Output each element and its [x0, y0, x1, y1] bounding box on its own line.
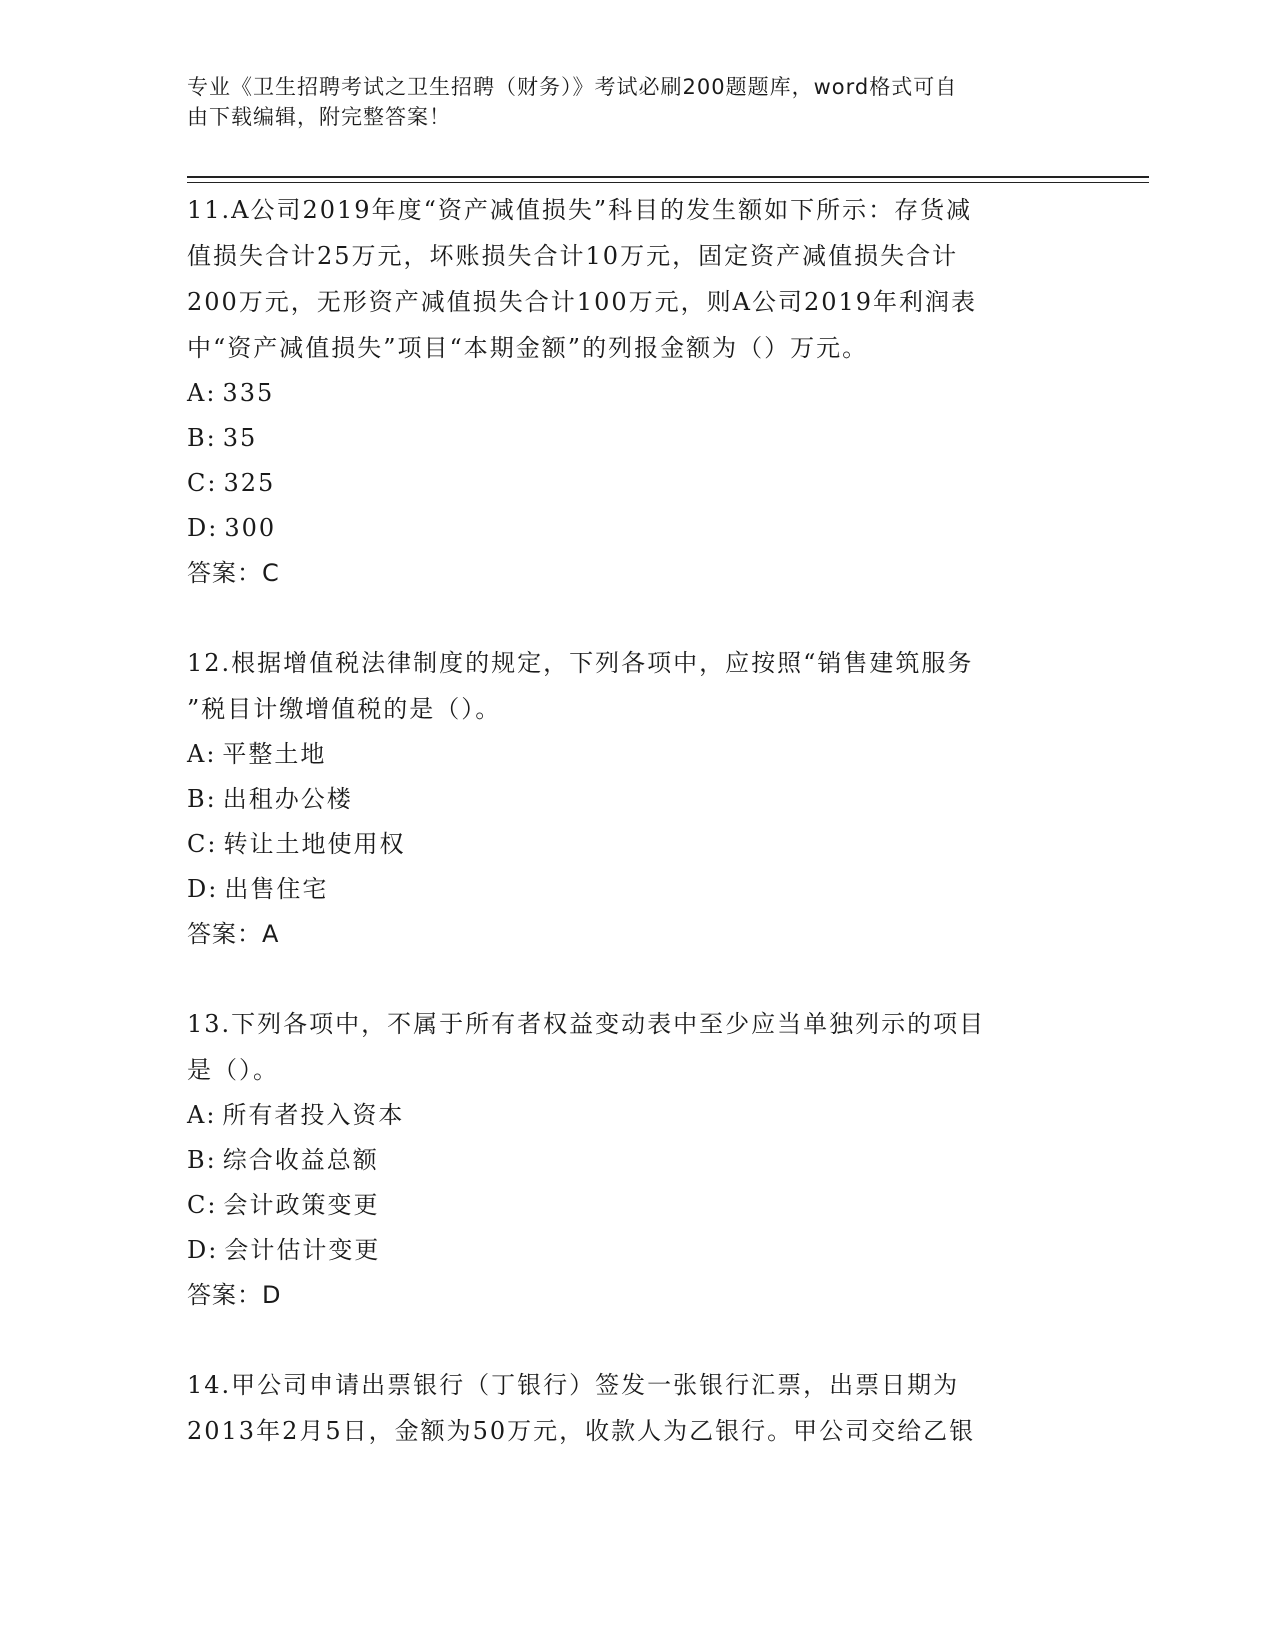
option-a — [187, 732, 1087, 777]
header-divider-thick — [187, 176, 1149, 178]
option-key: C: — [187, 469, 218, 497]
stem-line: 13.下列各项中，不属于所有者权益变动表中至少应当单独列示的项目 — [187, 1010, 986, 1038]
option-key: A: — [187, 379, 217, 407]
stem-line: 12.根据增值税法律制度的规定，下列各项中，应按照“销售建筑服务 — [187, 649, 974, 677]
option-key: A: — [187, 1101, 217, 1129]
question-stem — [187, 640, 1087, 732]
option-key: D: — [187, 875, 219, 903]
option-d — [187, 1228, 1087, 1273]
stem-line: ”税目计缴增值税的是（）。 — [187, 695, 502, 723]
option-text: 综合收益总额 — [222, 1146, 379, 1174]
question-stem — [187, 1362, 1087, 1454]
stem-line: 14.甲公司申请出票银行（丁银行）签发一张银行汇票，出票日期为 — [187, 1371, 960, 1399]
option-text: 平整土地 — [222, 740, 327, 768]
stem-line: 值损失合计25万元，坏账损失合计10万元，固定资产减值损失合计 — [187, 242, 959, 270]
header-title-line-2: 由下载编辑，附完整答案！ — [187, 105, 451, 129]
option-text: 325 — [223, 469, 276, 497]
option-key: A: — [187, 740, 217, 768]
option-text: 335 — [222, 379, 275, 407]
stem-line: 11.A公司2019年度“资产减值损失”科目的发生额如下所示：存货减 — [187, 196, 973, 224]
question-stem — [187, 1001, 1087, 1093]
option-text: 出售住宅 — [224, 875, 329, 903]
option-b — [187, 1138, 1087, 1183]
question-list — [187, 187, 1087, 1498]
option-text: 所有者投入资本 — [222, 1101, 405, 1129]
option-key: D: — [187, 514, 219, 542]
option-key: D: — [187, 1236, 219, 1264]
option-key: B: — [187, 785, 217, 813]
answer-line: 答案：D — [187, 1281, 282, 1309]
option-text: 会计估计变更 — [224, 1236, 381, 1264]
option-c — [187, 822, 1087, 867]
option-text: 会计政策变更 — [223, 1191, 380, 1219]
option-text: 转让土地使用权 — [223, 830, 406, 858]
option-text: 35 — [222, 424, 258, 452]
stem-line: 200万元，无形资产减值损失合计100万元，则A公司2019年利润表 — [187, 288, 978, 316]
header-divider-thin — [187, 182, 1149, 183]
option-d — [187, 506, 1087, 551]
option-c — [187, 461, 1087, 506]
answer-line: 答案：C — [187, 559, 280, 587]
option-key: C: — [187, 830, 218, 858]
option-d — [187, 867, 1087, 912]
option-text: 300 — [224, 514, 277, 542]
option-key: B: — [187, 424, 217, 452]
stem-line: 中“资产减值损失”项目“本期金额”的列报金额为（）万元。 — [187, 334, 869, 362]
question-13 — [187, 1001, 1087, 1318]
option-b — [187, 777, 1087, 822]
question-12 — [187, 640, 1087, 957]
option-text: 出租办公楼 — [222, 785, 353, 813]
answer-line: 答案：A — [187, 920, 280, 948]
document-header — [187, 72, 1067, 132]
option-key: C: — [187, 1191, 218, 1219]
option-key: B: — [187, 1146, 217, 1174]
question-14 — [187, 1362, 1087, 1454]
header-title-line-1: 专业《卫生招聘考试之卫生招聘（财务）》考试必刷200题题库，word格式可自 — [187, 75, 958, 99]
question-11 — [187, 187, 1087, 596]
stem-line: 2013年2月5日，金额为50万元，收款人为乙银行。甲公司交给乙银 — [187, 1417, 976, 1445]
option-a — [187, 371, 1087, 416]
option-c — [187, 1183, 1087, 1228]
option-a — [187, 1093, 1087, 1138]
stem-line: 是（）。 — [187, 1056, 279, 1084]
option-b — [187, 416, 1087, 461]
question-stem — [187, 187, 1087, 371]
